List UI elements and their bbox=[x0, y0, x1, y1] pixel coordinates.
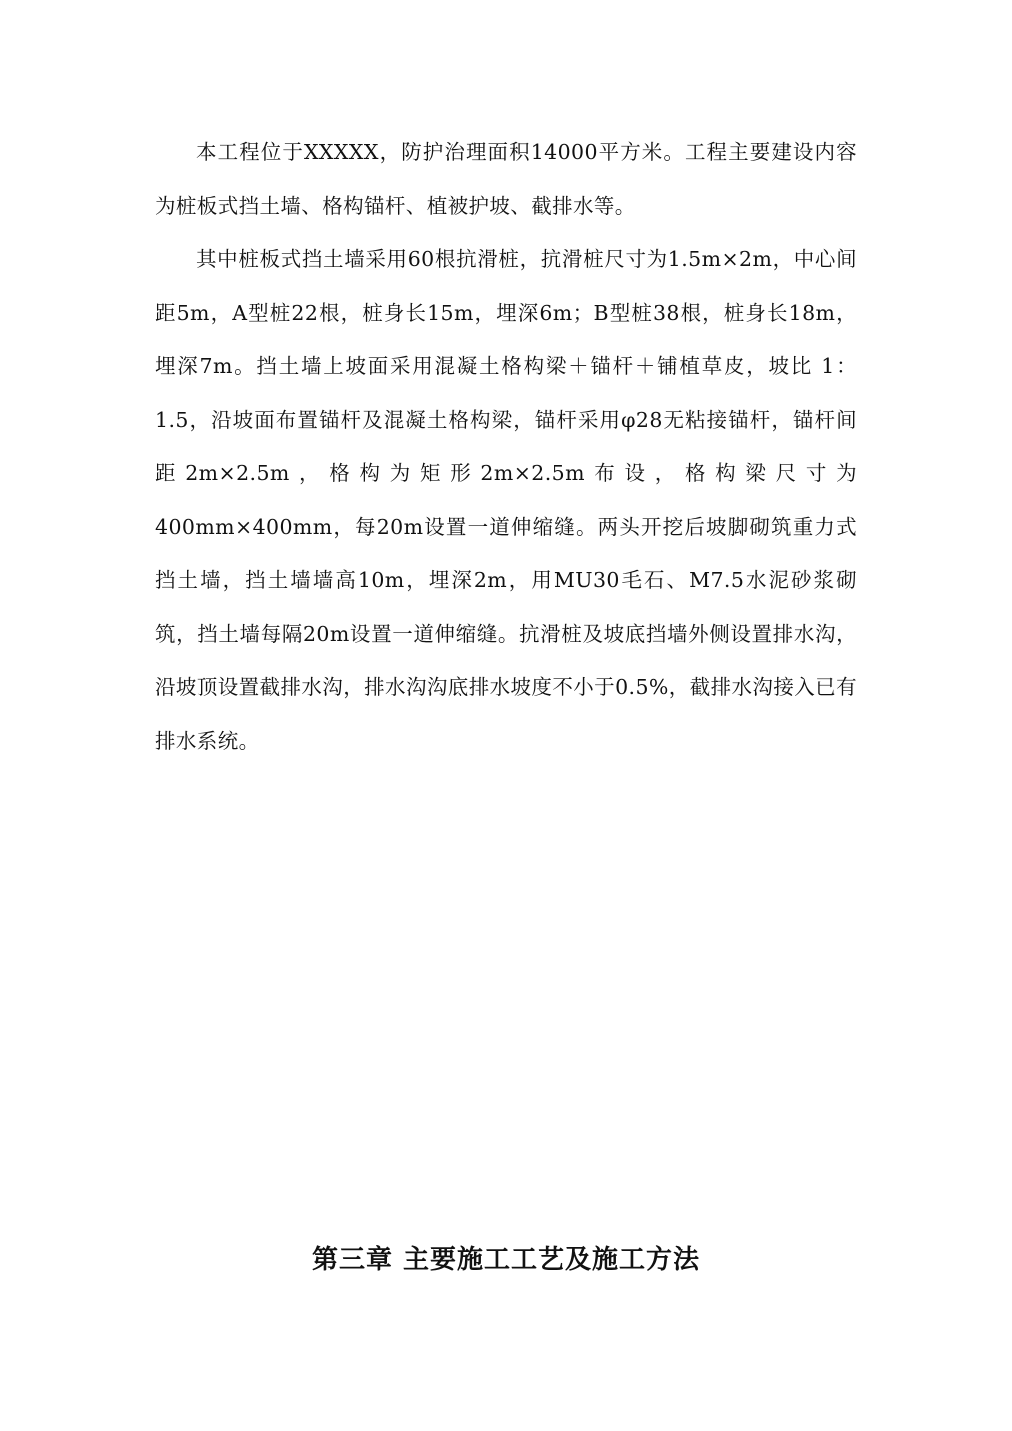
paragraph-structure-details: 其中桩板式挡土墙采用60根抗滑桩，抗滑桩尺寸为1.5m×2m，中心间距5m，A型桩22根，桩身长15m，埋深6m；B型桩38根，桩身长18m，埋深7m。挡土墙上坡面采用混凝土格构梁＋锚杆＋铺植草皮，坡比 1：1.5，沿坡面布置锚杆及混凝土格构梁，锚杆采用φ28无粘接锚杆，锚杆间距2m×2.5m，格构为矩形2m×2.5m布设，格构梁尺寸为400mm×400mm，每20m设置一道伸缩缝。两头开挖后坡脚砌筑重力式挡土墙，挡土墙墙高10m，埋深2m，用MU30毛石、M7.5水泥砂浆砌筑，挡土墙每隔20m设置一道伸缩缝。抗滑桩及坡底挡墙外侧设置排水沟，沿坡顶设置截排水沟，排水沟沟底排水坡度不小于0.5%，截排水沟接入已有排水系统。 bbox=[155, 247, 857, 753]
paragraph-project-overview: 本工程位于XXXXX，防护治理面积14000平方米。工程主要建设内容为桩板式挡土墙、格构锚杆、植被护坡、截排水等。 bbox=[155, 140, 857, 218]
chapter-heading: 第三章 主要施工工艺及施工方法 bbox=[311, 1245, 701, 1275]
body-text bbox=[155, 126, 857, 768]
